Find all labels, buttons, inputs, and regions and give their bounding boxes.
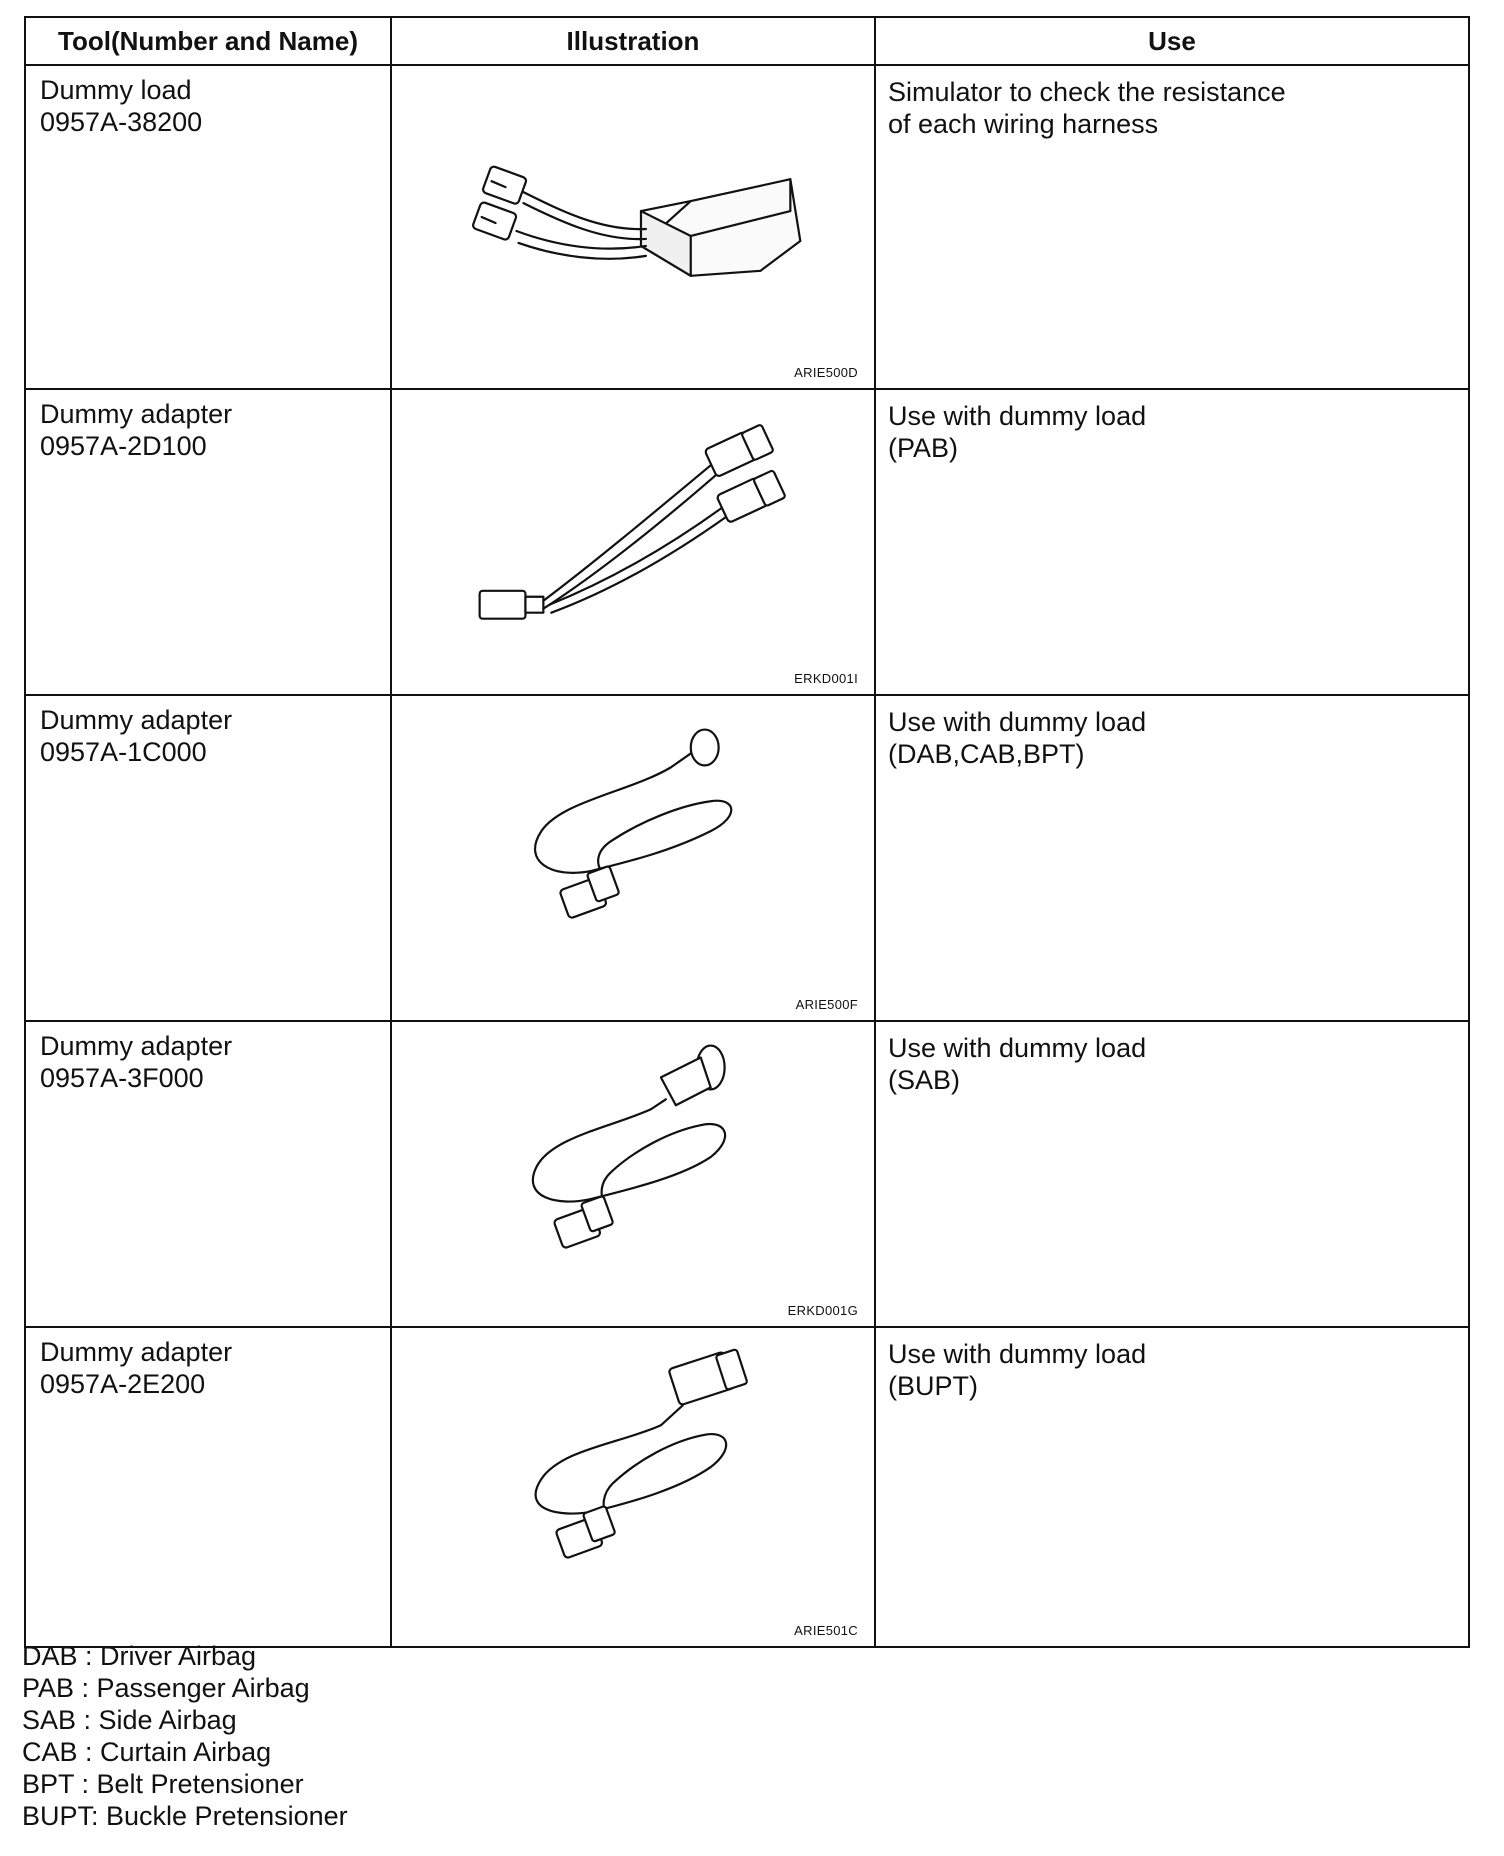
tool-cell xyxy=(25,1327,391,1647)
use-cell xyxy=(875,1327,1469,1647)
illustration-cell xyxy=(391,389,875,695)
use-text-line: (BUPT) xyxy=(888,1371,978,1401)
tool-number: 0957A-3F000 xyxy=(40,1063,204,1093)
illustration-code: ERKD001G xyxy=(787,1303,858,1318)
special-tools-table xyxy=(24,16,1470,1648)
use-cell xyxy=(875,695,1469,1021)
use-text-line: Use with dummy load xyxy=(888,1033,1147,1063)
legend-item: BPT : Belt Pretensioner xyxy=(22,1769,304,1799)
use-text-line: Use with dummy load xyxy=(888,401,1147,431)
tool-number: 0957A-2E200 xyxy=(40,1369,206,1399)
legend-item: DAB : Driver Airbag xyxy=(22,1641,257,1671)
abbreviation-legend xyxy=(22,1640,348,1832)
tool-number: 0957A-1C000 xyxy=(40,737,207,767)
use-text-line: (DAB,CAB,BPT) xyxy=(888,739,1085,769)
use-text-line: (PAB) xyxy=(888,433,959,463)
use-cell xyxy=(875,65,1469,389)
table-row xyxy=(25,1021,1469,1327)
header-tool: Tool(Number and Name) xyxy=(25,17,391,65)
use-text-line: Use with dummy load xyxy=(888,1339,1147,1369)
illustration-code: ERKD001I xyxy=(794,671,858,686)
legend-item: CAB : Curtain Airbag xyxy=(22,1737,272,1767)
illustration-code: ARIE500D xyxy=(794,365,858,380)
use-cell xyxy=(875,1021,1469,1327)
dummy-load-box-icon xyxy=(392,66,874,388)
header-illustration: Illustration xyxy=(391,17,875,65)
tool-cell xyxy=(25,1021,391,1327)
table-row xyxy=(25,389,1469,695)
tool-name: Dummy adapter xyxy=(40,1031,233,1061)
illustration-cell xyxy=(391,1021,875,1327)
legend-item: BUPT: Buckle Pretensioner xyxy=(22,1801,348,1831)
table-row xyxy=(25,695,1469,1021)
use-cell xyxy=(875,389,1469,695)
tool-cell xyxy=(25,695,391,1021)
use-text-line: of each wiring harness xyxy=(888,109,1159,139)
illustration-code: ARIE500F xyxy=(795,997,858,1012)
legend-item: PAB : Passenger Airbag xyxy=(22,1673,310,1703)
illustration-code: ARIE501C xyxy=(794,1623,858,1638)
tool-cell xyxy=(25,65,391,389)
illustration-cell xyxy=(391,695,875,1021)
tool-name: Dummy adapter xyxy=(40,705,233,735)
illustration-cell xyxy=(391,1327,875,1647)
illustration-cell xyxy=(391,65,875,389)
loop-harness-adapter-icon xyxy=(392,696,874,1020)
tool-number: 0957A-2D100 xyxy=(40,431,207,461)
table-row xyxy=(25,65,1469,389)
tool-number: 0957A-38200 xyxy=(40,107,203,137)
tool-cell xyxy=(25,389,391,695)
use-text-line: Use with dummy load xyxy=(888,707,1147,737)
table-row xyxy=(25,1327,1469,1647)
table-header-row xyxy=(25,17,1469,65)
header-use: Use xyxy=(875,17,1469,65)
use-text-line: (SAB) xyxy=(888,1065,961,1095)
tool-name: Dummy adapter xyxy=(40,399,233,429)
y-harness-adapter-icon xyxy=(392,390,874,694)
legend-item: SAB : Side Airbag xyxy=(22,1705,237,1735)
loop-harness-adapter-icon xyxy=(392,1022,874,1326)
loop-harness-adapter-icon xyxy=(392,1328,874,1646)
use-text-line: Simulator to check the resistance xyxy=(888,77,1286,107)
tool-name: Dummy load xyxy=(40,75,192,105)
tool-name: Dummy adapter xyxy=(40,1337,233,1367)
